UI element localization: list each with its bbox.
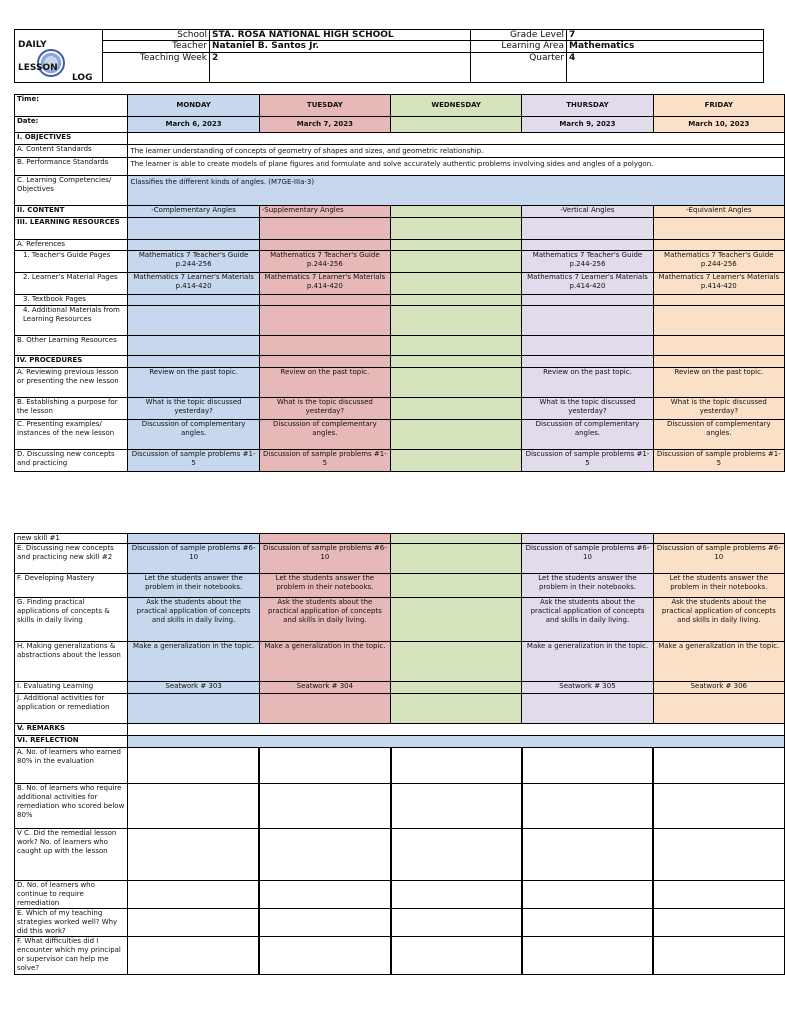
objectives-heading: I. OBJECTIVES [15,133,128,145]
proc-i-label: I. Evaluating Learning [15,682,128,694]
log-text: LOG [72,73,93,83]
proc-g-tuesday: Ask the students about the practical application of concepts and skills in daily living. [259,598,390,642]
lm-thursday: Mathematics 7 Learner's Materials p.414-420 [522,273,653,295]
content-thursday: -Vertical Angles [522,206,653,218]
thursday-date: March 9, 2023 [522,117,653,133]
area-label: Learning Area [471,41,567,52]
proc-i-tuesday: Seatwork # 304 [259,682,390,694]
content-friday: -Equivalent Angles [653,206,784,218]
proc-f-friday: Let the students answer the problem in their notebooks. [653,574,784,598]
proc-c-monday: Discussion of complementary angles. [128,420,259,450]
friday-date: March 10, 2023 [653,117,784,133]
quarter-value: 4 [567,52,764,82]
content-wednesday [391,206,522,218]
school-value: STA. ROSA NATIONAL HIGH SCHOOL [210,30,471,41]
reflection-c-label: V C. Did the remedial lesson work? No. of learners who caught up with the lesson [15,829,128,881]
lesson-grid-page-1 [14,94,785,472]
proc-e-thursday: Discussion of sample problems #6-10 [522,544,653,574]
proc-d-thursday: Discussion of sample problems #1-5 [522,450,653,472]
daily-text: DAILY [18,40,47,50]
proc-e-tuesday: Discussion of sample problems #6-10 [259,544,390,574]
school-label: School [103,30,210,41]
content-heading: II. CONTENT [15,206,128,218]
dll-logo-block [15,30,103,83]
content-standards-text: The learner understanding of concepts of geometry of shapes and sizes, and geometric relationship. [128,145,785,158]
procedures-heading: IV. PROCEDURES [15,356,128,368]
lm-tuesday: Mathematics 7 Learner's Materials p.414-420 [259,273,390,295]
monday-date: March 6, 2023 [128,117,259,133]
proc-f-monday: Let the students answer the problem in their notebooks. [128,574,259,598]
lm-friday: Mathematics 7 Learner's Materials p.414-420 [653,273,784,295]
proc-b-thursday: What is the topic discussed yesterday? [522,398,653,420]
proc-e-monday: Discussion of sample problems #6-10 [128,544,259,574]
resources-heading: III. LEARNING RESOURCES [15,218,128,240]
performance-standards-label: B. Performance Standards [15,158,128,176]
proc-a-tuesday: Review on the past topic. [259,368,390,398]
header-table [14,29,764,83]
remarks-cell [128,724,785,736]
proc-c-label: C. Presenting examples/ instances of the new lesson [15,420,128,450]
proc-a-label: A. Reviewing previous lesson or presenting the new lesson [15,368,128,398]
proc-h-thursday: Make a generalization in the topic. [522,642,653,682]
thursday-header: THURSDAY [522,95,653,117]
quarter-label: Quarter [471,52,567,82]
reflection-d-label: D. No. of learners who continue to require remediation [15,881,128,909]
lesson-grid-page-2 [14,533,785,975]
tg-tuesday: Mathematics 7 Teacher's Guide p.244-256 [259,251,390,273]
proc-g-label: G. Finding practical applications of concepts & skills in daily living [15,598,128,642]
friday-header: FRIDAY [653,95,784,117]
proc-i-friday: Seatwork # 306 [653,682,784,694]
proc-b-monday: What is the topic discussed yesterday? [128,398,259,420]
teacher-value: Nataniel B. Santos Jr. [210,41,471,52]
proc-h-tuesday: Make a generalization in the topic. [259,642,390,682]
proc-c-friday: Discussion of complementary angles. [653,420,784,450]
proc-d-tuesday: Discussion of sample problems #1-5 [259,450,390,472]
textbook-label: 3. Textbook Pages [15,295,128,306]
proc-g-monday: Ask the students about the practical application of concepts and skills in daily living. [128,598,259,642]
tg-thursday: Mathematics 7 Teacher's Guide p.244-256 [522,251,653,273]
remarks-heading: V. REMARKS [15,724,128,736]
objectives-blank [128,133,785,145]
proc-a-monday: Review on the past topic. [128,368,259,398]
reflection-e-label: E. Which of my teaching strategies worked well? Why did this work? [15,909,128,937]
performance-standards-text: The learner is able to create models of plane figures and formulate and solve accurately authentic problems involving sides and angles of a polygon. [128,158,785,176]
proc-c-tuesday: Discussion of complementary angles. [259,420,390,450]
references-label: A. References [15,240,128,251]
proc-a-thursday: Review on the past topic. [522,368,653,398]
proc-d-monday: Discussion of sample problems #1-5 [128,450,259,472]
area-value: Mathematics [567,41,764,52]
proc-b-tuesday: What is the topic discussed yesterday? [259,398,390,420]
proc-f-thursday: Let the students answer the problem in their notebooks. [522,574,653,598]
week-value: 2 [210,52,471,82]
proc-i-thursday: Seatwork # 305 [522,682,653,694]
proc-i-monday: Seatwork # 303 [128,682,259,694]
reflection-b-label: B. No. of learners who require additional activities for remediation who scored below 80% [15,784,128,829]
content-monday: -Complementary Angles [128,206,259,218]
learners-material-label: 2. Learner's Material Pages [15,273,128,295]
reflection-f-label: F. What difficulties did I encounter which my principal or supervisor can help me solve? [15,937,128,975]
proc-c-thursday: Discussion of complementary angles. [522,420,653,450]
week-label: Teaching Week [103,52,210,82]
wednesday-date [391,117,522,133]
competencies-text: Classifies the different kinds of angles. (M7GE-IIIa-3) [128,176,785,206]
proc-e-friday: Discussion of sample problems #6-10 [653,544,784,574]
grade-label: Grade Level [471,30,567,41]
proc-f-label: F. Developing Mastery [15,574,128,598]
proc-b-label: B. Establishing a purpose for the lesson [15,398,128,420]
proc-d-continued: new skill #1 [15,534,128,544]
proc-j-label: J. Additional activities for application or remediation [15,694,128,724]
other-resources-label: B. Other Learning Resources [15,336,128,356]
reflection-bar [128,736,785,748]
teacher-label: Teacher [103,41,210,52]
content-tuesday: -Supplementary Angles [259,206,390,218]
monday-header: MONDAY [128,95,259,117]
lesson-text: LESSON [18,63,58,73]
reflection-heading: VI. REFLECTION [15,736,128,748]
proc-g-friday: Ask the students about the practical application of concepts and skills in daily living. [653,598,784,642]
proc-h-monday: Make a generalization in the topic. [128,642,259,682]
proc-a-friday: Review on the past topic. [653,368,784,398]
proc-d-label: D. Discussing new concepts and practicing [15,450,128,472]
teachers-guide-label: 1. Teacher's Guide Pages [15,251,128,273]
wednesday-header: WEDNESDAY [391,95,522,117]
proc-g-thursday: Ask the students about the practical application of concepts and skills in daily living. [522,598,653,642]
tuesday-header: TUESDAY [259,95,390,117]
tg-friday: Mathematics 7 Teacher's Guide p.244-256 [653,251,784,273]
tg-monday: Mathematics 7 Teacher's Guide p.244-256 [128,251,259,273]
proc-h-label: H. Making generalizations & abstractions about the lesson [15,642,128,682]
grade-value: 7 [567,30,764,41]
tuesday-date: March 7, 2023 [259,117,390,133]
time-label: Time: [15,95,128,117]
proc-b-friday: What is the topic discussed yesterday? [653,398,784,420]
proc-e-label: E. Discussing new concepts and practicing new skill #2 [15,544,128,574]
competencies-label: C. Learning Competencies/ Objectives [15,176,128,206]
proc-d-friday: Discussion of sample problems #1-5 [653,450,784,472]
proc-h-friday: Make a generalization in the topic. [653,642,784,682]
date-label: Date: [15,117,128,133]
content-standards-label: A. Content Standards [15,145,128,158]
lm-monday: Mathematics 7 Learner's Materials p.414-420 [128,273,259,295]
reflection-a-label: A. No. of learners who earned 80% in the evaluation [15,748,128,784]
additional-materials-label: 4. Additional Materials from Learning Resources [15,306,128,336]
proc-f-tuesday: Let the students answer the problem in their notebooks. [259,574,390,598]
